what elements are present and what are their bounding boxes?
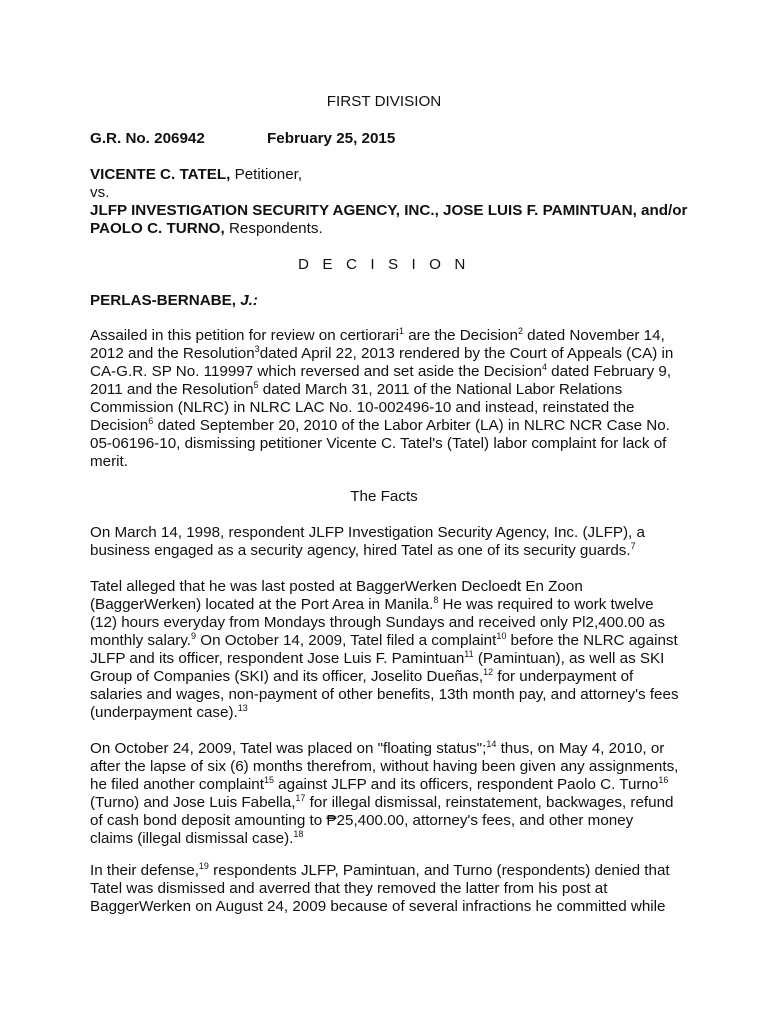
footnote-ref[interactable]: 19	[198, 861, 209, 871]
footnote-ref[interactable]: 6	[148, 416, 154, 426]
footnote-ref[interactable]: 15	[263, 775, 274, 785]
footnote-ref[interactable]: 18	[293, 829, 304, 839]
footnote-ref[interactable]: 4	[541, 362, 547, 372]
footnote-ref[interactable]: 11	[464, 649, 474, 659]
respondents-role: Respondents.	[224, 220, 323, 237]
ponente-name: PERLAS-BERNABE,	[90, 292, 241, 309]
petitioner-line	[90, 166, 680, 184]
footnote-ref[interactable]: 9	[191, 631, 197, 641]
paragraph-2: On March 14, 1998, respondent JLFP Investigation Security Agency, Inc. (JLFP), a business engaged as a security agency, hired Tatel as one of its security guards.$^7$	[90, 524, 645, 559]
respondents-name: JLFP INVESTIGATION SECURITY AGENCY, INC., JOSE LUIS F. PAMINTUAN, and/or PAOLO C. TURNO,	[90, 202, 688, 237]
footnote-ref[interactable]: 3	[254, 344, 260, 354]
decision-date: February 25, 2015	[267, 130, 396, 147]
paragraph-3: Tatel alleged that he was last posted at BaggerWerken Decloedt En Zoon (BaggerWerken) located at the Port Area in Manila.$^8$ He was required to work twelve (12) hours everyday from Mondays through Sundays and received only Pl2,400.00 as monthly salary.$^9$ On October 14, 2009, Tatel filed a complaint$^{10}$ before the NLRC against JLFP and its officer, respondent Jose Luis F. Pamintuan$^{11}$ (Pamintuan), as well as SKI Group of Companies (SKI) and its officer, Joselito Dueñas,$^{12}$ for underpayment of salaries and wages, non-payment of other benefits, 13th month pay, and attorney's fees (underpayment case).$^{13}$	[90, 578, 679, 721]
paragraph-4: On October 24, 2009, Tatel was placed on "floating status";$^{14}$ thus, on May 4, 2010, or after the lapse of six (6) months therefrom, without having been given any assignments, he filed another complaint$^{15}$ against JLFP and its officers, respondent Paolo C. Turno$^{16}$ (Turno) and Jose Luis Fabella,$^{17}$ for illegal dismissal, reinstatement, backwages, refund of cash bond deposit amounting to ₱25,400.00, attorney's fees, and other money claims (illegal dismissal case).$^{18}$	[90, 739, 679, 847]
footnote-ref[interactable]: 1	[398, 326, 404, 336]
gr-number: G.R. No. 206942	[90, 130, 205, 147]
footnote-ref[interactable]: 17	[295, 793, 306, 803]
division-heading: FIRST DIVISION	[326, 93, 442, 110]
ponente-title: J.:	[240, 292, 258, 309]
respondents-line	[90, 202, 690, 238]
case-line	[90, 130, 680, 148]
footnote-ref[interactable]: 5	[253, 380, 259, 390]
footnote-ref[interactable]: 12	[483, 667, 494, 677]
footnote-ref[interactable]: 14	[486, 739, 497, 749]
paragraph-5: In their defense,$^{19}$ respondents JLFP, Pamintuan, and Turno (respondents) denied that Tatel was dismissed and averred that they removed the latter from his post at BaggerWerken on August 24, 2009 because of several infractions he committed while	[90, 861, 670, 915]
footnote-ref[interactable]: 16	[658, 775, 669, 785]
petitioner-role: Petitioner,	[230, 166, 303, 183]
footnote-ref[interactable]: 13	[237, 703, 248, 713]
versus: vs.	[90, 184, 110, 201]
footnote-ref[interactable]: 2	[517, 326, 523, 336]
footnote-ref[interactable]: 7	[630, 541, 636, 551]
paragraph-1: Assailed in this petition for review on certiorari$^1$ are the Decision$^2$ dated November 14, 2012 and the Resolution$^3$dated April 22, 2013 rendered by the Court of Appeals (CA) in CA-G.R. SP No. 119997 which reversed and set aside the Decision$^4$ dated February 9, 2011 and the Resolution$^5$ dated March 31, 2011 of the National Labor Relations Commission (NLRC) in NLRC LAC No. 10-002496-10 and instead, reinstated the Decision$^6$ dated September 20, 2010 of the Labor Arbiter (LA) in NLRC NCR Case No. 05-06196-10, dismissing petitioner Vicente C. Tatel's (Tatel) labor complaint for lack of merit.	[90, 326, 674, 470]
facts-heading: The Facts	[350, 488, 418, 505]
ponente	[90, 292, 680, 310]
footnote-ref[interactable]: 8	[433, 595, 439, 605]
petitioner-name: VICENTE C. TATEL,	[90, 166, 231, 183]
footnote-ref[interactable]: 10	[496, 631, 507, 641]
decision-heading: D E C I S I O N	[298, 256, 470, 273]
